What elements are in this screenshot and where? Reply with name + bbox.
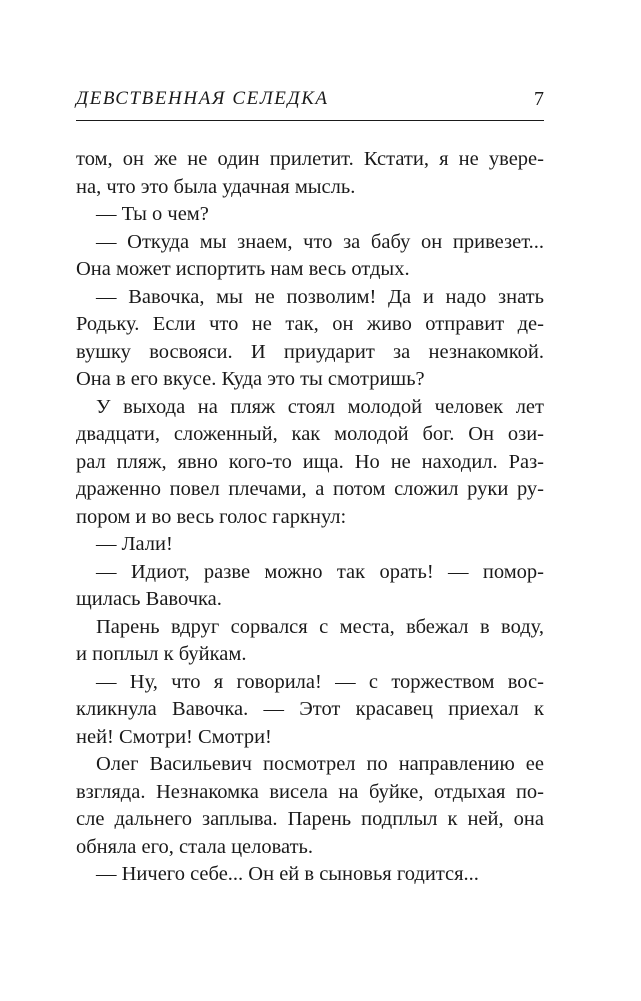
text-line: — Ты о чем?	[96, 203, 209, 225]
text-line: Родьку. Если что не так, он живо отправит де-	[76, 313, 544, 335]
page-number: 7	[534, 88, 544, 110]
text-line: вушку восвояси. И приударит за незнакомкой.	[76, 340, 544, 363]
text-line: обняла его, стала целовать.	[76, 835, 314, 858]
running-title: ДЕВСТВЕННАЯ СЕЛЕДКА	[76, 88, 329, 109]
text-line: — Вавочка, мы не позволим! Да и надо знать	[96, 285, 544, 308]
text-line: и поплыл к буйкам.	[76, 643, 247, 665]
text-line: на, что это была удачная мысль.	[76, 175, 356, 198]
text-line: сле дальнего заплыва. Парень подплыл к ней, она	[76, 808, 544, 830]
text-line: — Лали!	[96, 533, 173, 555]
text-line: — Идиот, разве можно так орать! — помор-	[96, 560, 544, 583]
text-line: кликнула Вавочка. — Этот красавец приехал к	[76, 698, 544, 720]
text-line: ней! Смотри! Смотри!	[76, 725, 272, 748]
text-line: — Откуда мы знаем, что за бабу он привезет...	[96, 230, 544, 253]
text-line: Олег Васильевич посмотрел по направлению ее	[96, 753, 544, 775]
text-line: Она в его вкусе. Куда это ты смотришь?	[76, 368, 425, 390]
text-line: щилась Вавочка.	[76, 588, 222, 610]
text-line: — Ну, что я говорила! — с торжеством вос-	[96, 670, 544, 693]
running-head	[76, 86, 544, 122]
text-line: взгляда. Незнакомка висела на буйке, отдыхая по-	[76, 780, 544, 803]
text-line: — Ничего себе... Он ей в сыновья годится...	[96, 863, 479, 885]
text-line: У выхода на пляж стоял молодой человек лет	[96, 395, 544, 418]
text-line: Парень вдруг сорвался с места, вбежал в воду,	[96, 615, 544, 638]
text-line: двадцати, сложенный, как молодой бог. Он ози-	[76, 423, 544, 445]
text-line: рал пляж, явно кого-то ища. Но не находил. Раз-	[76, 450, 544, 473]
header-rule	[76, 120, 544, 121]
text-line: пором и во весь голос гаркнул:	[76, 505, 347, 528]
text-line: драженно повел плечами, а потом сложил руки ру-	[76, 478, 544, 500]
text-line: Она может испортить нам весь отдых.	[76, 258, 410, 280]
text-line: том, он же не один прилетит. Кстати, я не увере-	[76, 148, 544, 170]
body-text	[76, 146, 544, 889]
